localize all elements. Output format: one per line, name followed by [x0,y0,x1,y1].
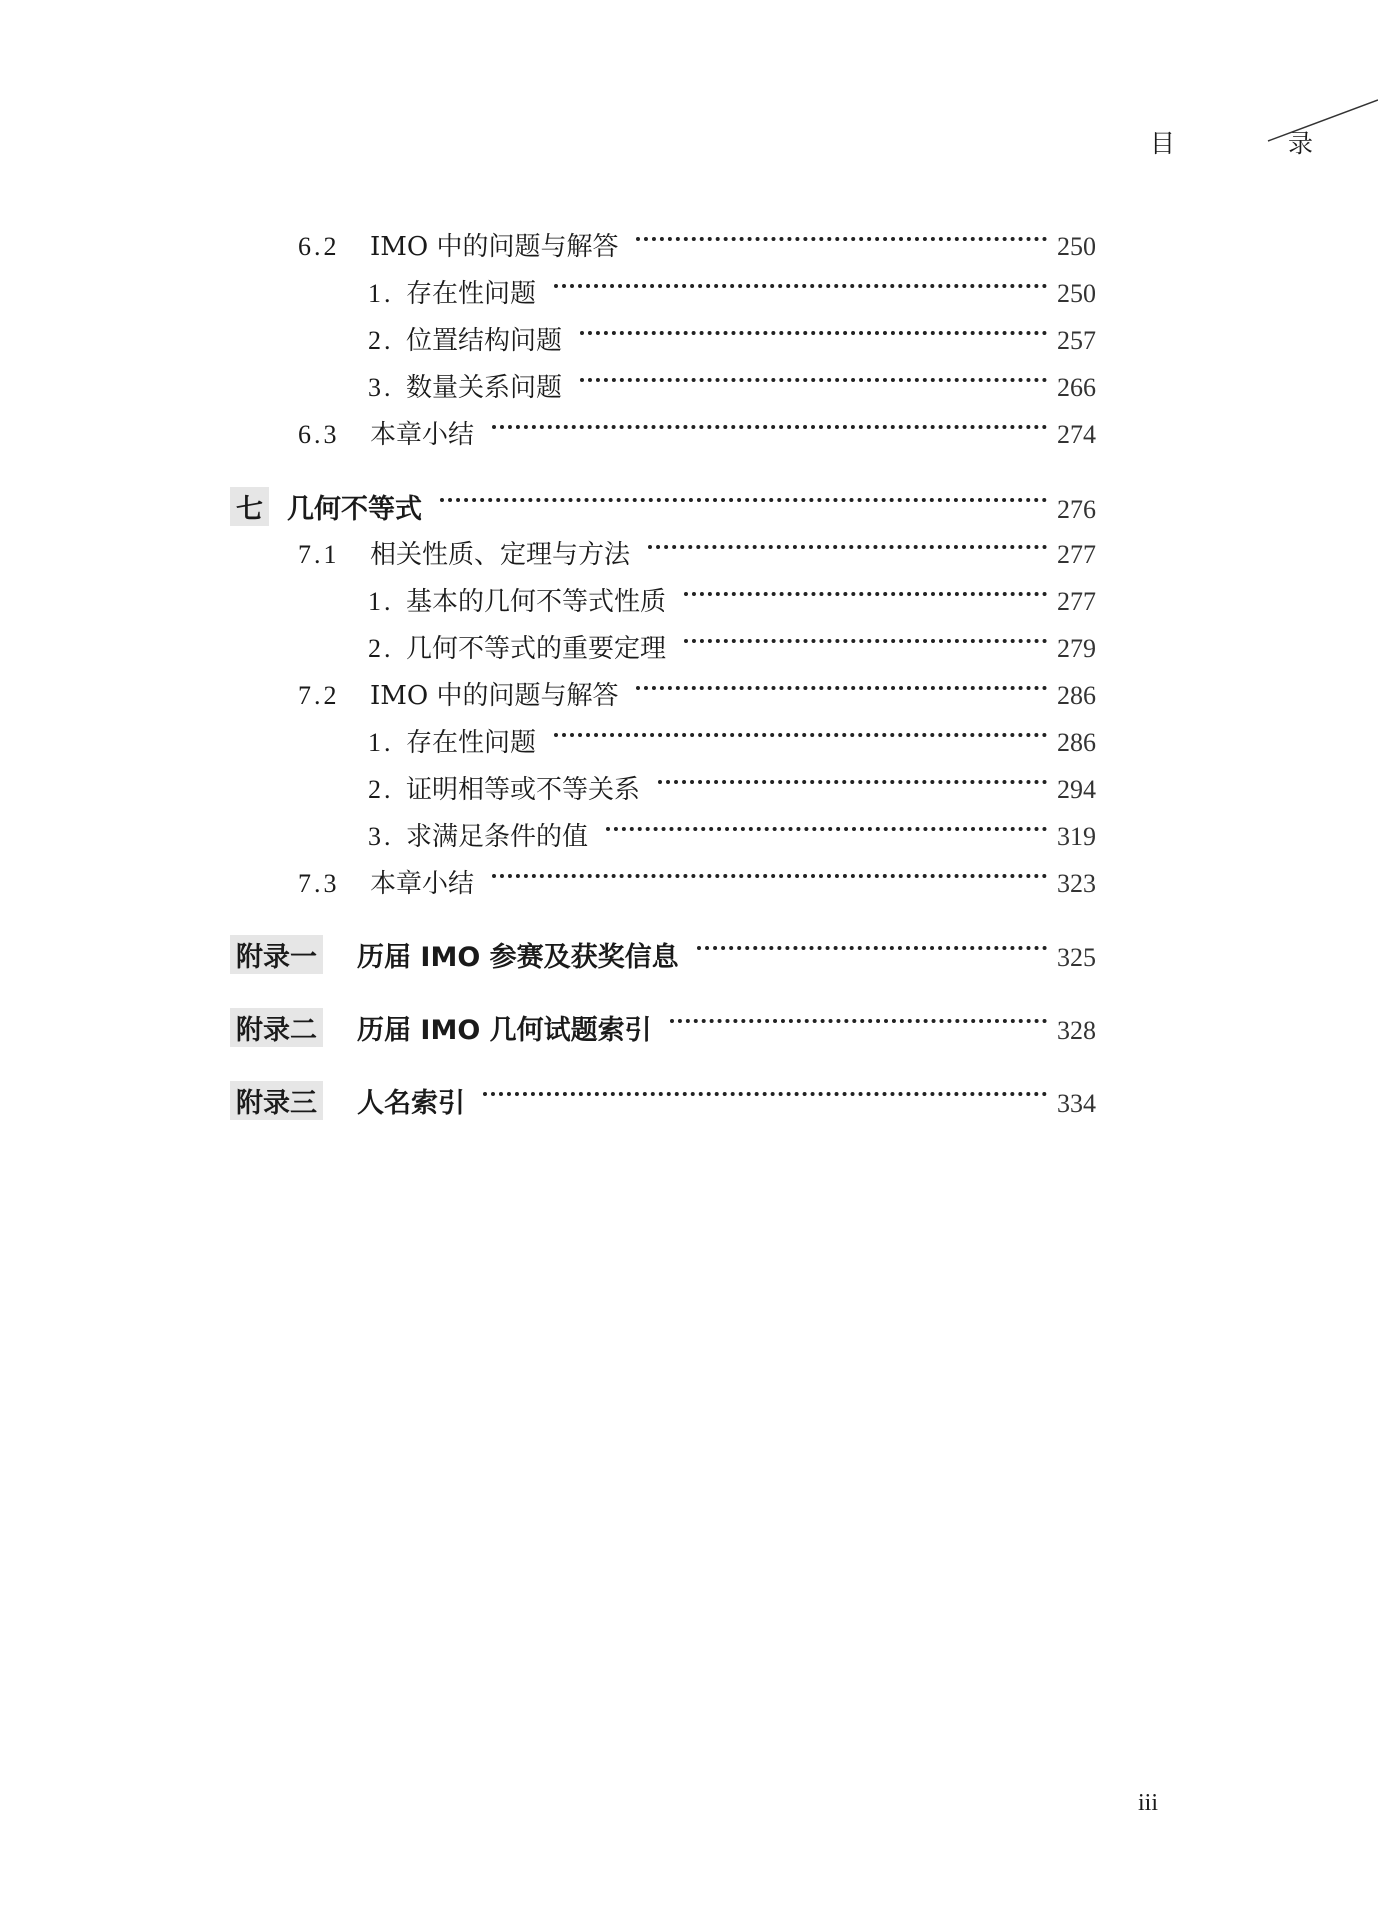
entry-number: 7.2 [298,681,340,710]
dot-leader [636,686,1047,690]
entry-number: 3. [368,373,394,402]
entry-title: 相关性质、定理与方法 [370,540,631,570]
dot-leader [580,331,1047,335]
page-number: 276 [1057,495,1096,524]
page-number: 294 [1057,775,1096,804]
page-number: 277 [1057,540,1096,569]
dot-leader [440,498,1047,502]
page-number: 250 [1057,279,1096,308]
entry-title: 本章小结 [370,869,475,899]
entry-title: 证明相等或不等关系 [406,775,641,805]
page-folio: iii [1138,1790,1159,1816]
page-number: 266 [1057,373,1096,402]
dot-leader [684,639,1047,643]
entry-title: IMO 中的问题与解答 [370,232,619,262]
entry-number: 1. [368,728,394,757]
page-number: 277 [1057,587,1096,616]
page-number: 328 [1057,1016,1096,1045]
toc-entry[interactable] [298,534,1096,574]
toc-entry[interactable] [298,863,1096,903]
entry-number: 7.1 [298,540,340,569]
toc-entry[interactable] [368,367,1096,407]
toc-entry[interactable] [230,935,1096,975]
entry-number: 6.3 [298,420,340,449]
page-number: 323 [1057,869,1096,898]
dot-leader [492,425,1047,429]
toc-entry[interactable] [368,816,1096,856]
running-head: 目 录 [1150,129,1358,158]
toc-entry[interactable] [368,722,1096,762]
page-number: 325 [1057,943,1096,972]
entry-number: 1. [368,279,394,308]
dot-leader [697,946,1047,950]
toc-entry[interactable] [368,273,1096,313]
dot-leader [554,733,1047,737]
dot-leader [483,1092,1047,1096]
entry-title: 求满足条件的值 [406,822,589,852]
dot-leader [606,827,1047,831]
toc-entry[interactable] [298,226,1096,266]
entry-number: 6.2 [298,232,340,261]
dot-leader [648,545,1047,549]
dot-leader [658,780,1047,784]
toc-entry[interactable] [230,487,1096,527]
entry-number: 1. [368,587,394,616]
entry-title: 存在性问题 [406,279,537,309]
entry-title: 数量关系问题 [406,373,563,403]
entry-title: 几何不等式的重要定理 [406,634,667,664]
chapter-number-badge: 七 [230,487,269,526]
entry-title: IMO 中的问题与解答 [370,681,619,711]
entry-number: 2. [368,775,394,804]
entry-number: 3. [368,822,394,851]
toc-entry[interactable] [298,675,1096,715]
page-number: 334 [1057,1089,1096,1118]
toc-entry[interactable] [368,320,1096,360]
entry-title: 基本的几何不等式性质 [406,587,667,617]
entry-title: 几何不等式 [287,494,422,525]
entry-title: 历届 IMO 几何试题索引 [357,1015,652,1046]
toc-entry[interactable] [230,1008,1096,1048]
toc-entry[interactable] [368,628,1096,668]
entry-title: 存在性问题 [406,728,537,758]
entry-title: 历届 IMO 参赛及获奖信息 [357,942,679,973]
toc-entry[interactable] [368,581,1096,621]
dot-leader [492,874,1047,878]
appendix-label-badge: 附录二 [230,1008,323,1047]
entry-title: 人名索引 [357,1088,465,1119]
appendix-label-badge: 附录一 [230,935,323,974]
toc-entry[interactable] [230,1081,1096,1121]
entry-number: 2. [368,634,394,663]
dot-leader [554,284,1047,288]
entry-title: 本章小结 [370,420,475,450]
page-number: 257 [1057,326,1096,355]
dot-leader [580,378,1047,382]
dot-leader [684,592,1047,596]
entry-number: 2. [368,326,394,355]
page-number: 279 [1057,634,1096,663]
page-number: 319 [1057,822,1096,851]
entry-number: 7.3 [298,869,340,898]
dot-leader [670,1019,1047,1023]
toc-entry[interactable] [368,769,1096,809]
appendix-label-badge: 附录三 [230,1081,323,1120]
page-number: 250 [1057,232,1096,261]
toc-entry[interactable] [298,414,1096,454]
page-number: 286 [1057,681,1096,710]
page-number: 286 [1057,728,1096,757]
dot-leader [636,237,1047,241]
entry-title: 位置结构问题 [406,326,563,356]
page-number: 274 [1057,420,1096,449]
